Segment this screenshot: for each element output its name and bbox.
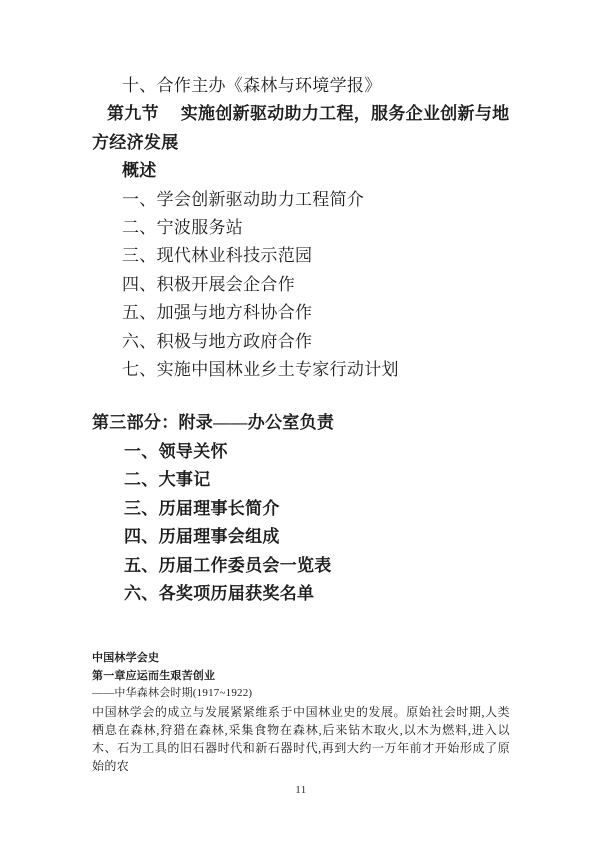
toc-item: 五、加强与地方科协合作 [122,303,313,323]
toc-item: 六、积极与地方政府合作 [122,331,313,351]
toc-item: 六、各奖项历届获奖名单 [124,583,315,603]
toc-item: 四、历届理事会组成 [124,527,280,547]
toc-item: 二、宁波服务站 [122,218,244,238]
toc-section-1 [92,72,510,384]
toc-item: 三、现代林业科技示范园 [122,246,313,266]
excerpt-section [92,650,510,775]
toc-item: 三、历届理事长简介 [124,498,280,518]
toc-item: 一、学会创新驱动助力工程简介 [122,189,365,209]
page-content [92,72,510,775]
toc-item: 五、历届工作委员会一览表 [124,555,332,575]
section-heading-part-3: 第三部分：附录——办公室负责 [92,413,335,433]
toc-item: 四、积极开展会企合作 [122,274,295,294]
excerpt-chapter-heading: 第一章应运而生艰苦创业 [92,669,216,682]
section-heading-chapter-9: 第九节 实施创新驱动助力工程，服务企业创新与地方经济发展 [92,104,510,152]
toc-item: 一、领导关怀 [124,441,228,461]
excerpt-body-paragraph: 中国林学会的成立与发展紧紧维系于中国林业史的发展。原始社会时期,人类栖息在森林,狩猎在森林,采集食物在森林,后来钻木取火,以木为燃料,进入以木、石为工具的旧石器时代和新石器时代,再到大约一万年前才开始形成了原始的农 [92,704,510,773]
toc-item-ten: 十、合作主办《森林与环境学报》 [122,76,382,95]
toc-item: 二、大事记 [124,470,211,490]
toc-item: 七、实施中国林业乡土专家行动计划 [122,360,399,380]
page-number: 11 [295,784,307,796]
toc-overview-label: 概述 [122,161,157,181]
toc-section-2 [92,409,510,608]
excerpt-title: 中国林学会史 [92,652,160,665]
excerpt-subtitle: ——中华森林会时期(1917~1922) [92,687,253,700]
